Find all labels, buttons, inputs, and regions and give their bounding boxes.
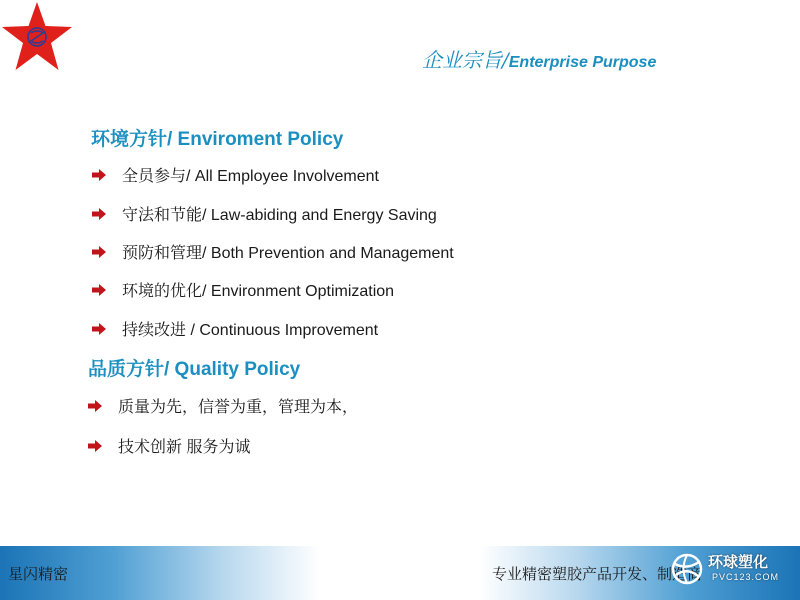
page-title-cn: 企业宗旨/ [422,48,509,72]
red-arrow-bullet-icon [92,284,106,296]
footer-company-name: 星闪精密 [8,565,69,583]
red-star-logo-icon [0,0,74,74]
watermark-text-en: PVC123.COM [712,572,780,582]
quality-policy-item-text: 质量为先，信誉为重，管理为本， [118,399,359,416]
environment-policy-item-text: 持续改进 / Continuous Improvement [122,322,379,339]
red-arrow-bullet-icon [88,400,102,412]
environment-policy-item [92,240,454,263]
watermark-text-cn: 环球塑化 [708,553,769,571]
globe-watermark-icon [670,552,704,586]
environment-policy-item-text: 环境的优化/ Environment Optimization [122,283,395,300]
quality-policy-item-text: 技术创新 服务为诚 [118,439,251,456]
environment-policy-item-text: 守法和节能/ Law-abiding and Energy Saving [122,207,437,224]
environment-policy-item [92,317,378,340]
page-title-en: Enterprise Purpose [508,54,657,71]
red-arrow-bullet-icon [92,169,106,181]
environment-policy-item-text: 预防和管理/ Both Prevention and Management [122,245,454,262]
red-arrow-bullet-icon [92,323,106,335]
quality-policy-item [88,434,250,457]
environment-policy-item-text: 全员参与/ All Employee Involvement [122,168,379,185]
footer-slogan: 专业精密塑胶产品开发、制造商 [492,565,703,583]
red-arrow-bullet-icon [92,246,106,258]
environment-policy-item [92,202,437,225]
environment-policy-item [92,163,379,186]
watermark [668,550,788,590]
red-arrow-bullet-icon [88,440,102,452]
quality-policy-item [88,394,358,417]
quality-policy-heading: 品质方针/ Quality Policy [88,359,301,380]
environment-policy-item [92,278,394,301]
red-arrow-bullet-icon [92,208,106,220]
page-title [422,44,656,74]
environment-policy-heading: 环境方针/ Enviroment Policy [91,129,344,150]
